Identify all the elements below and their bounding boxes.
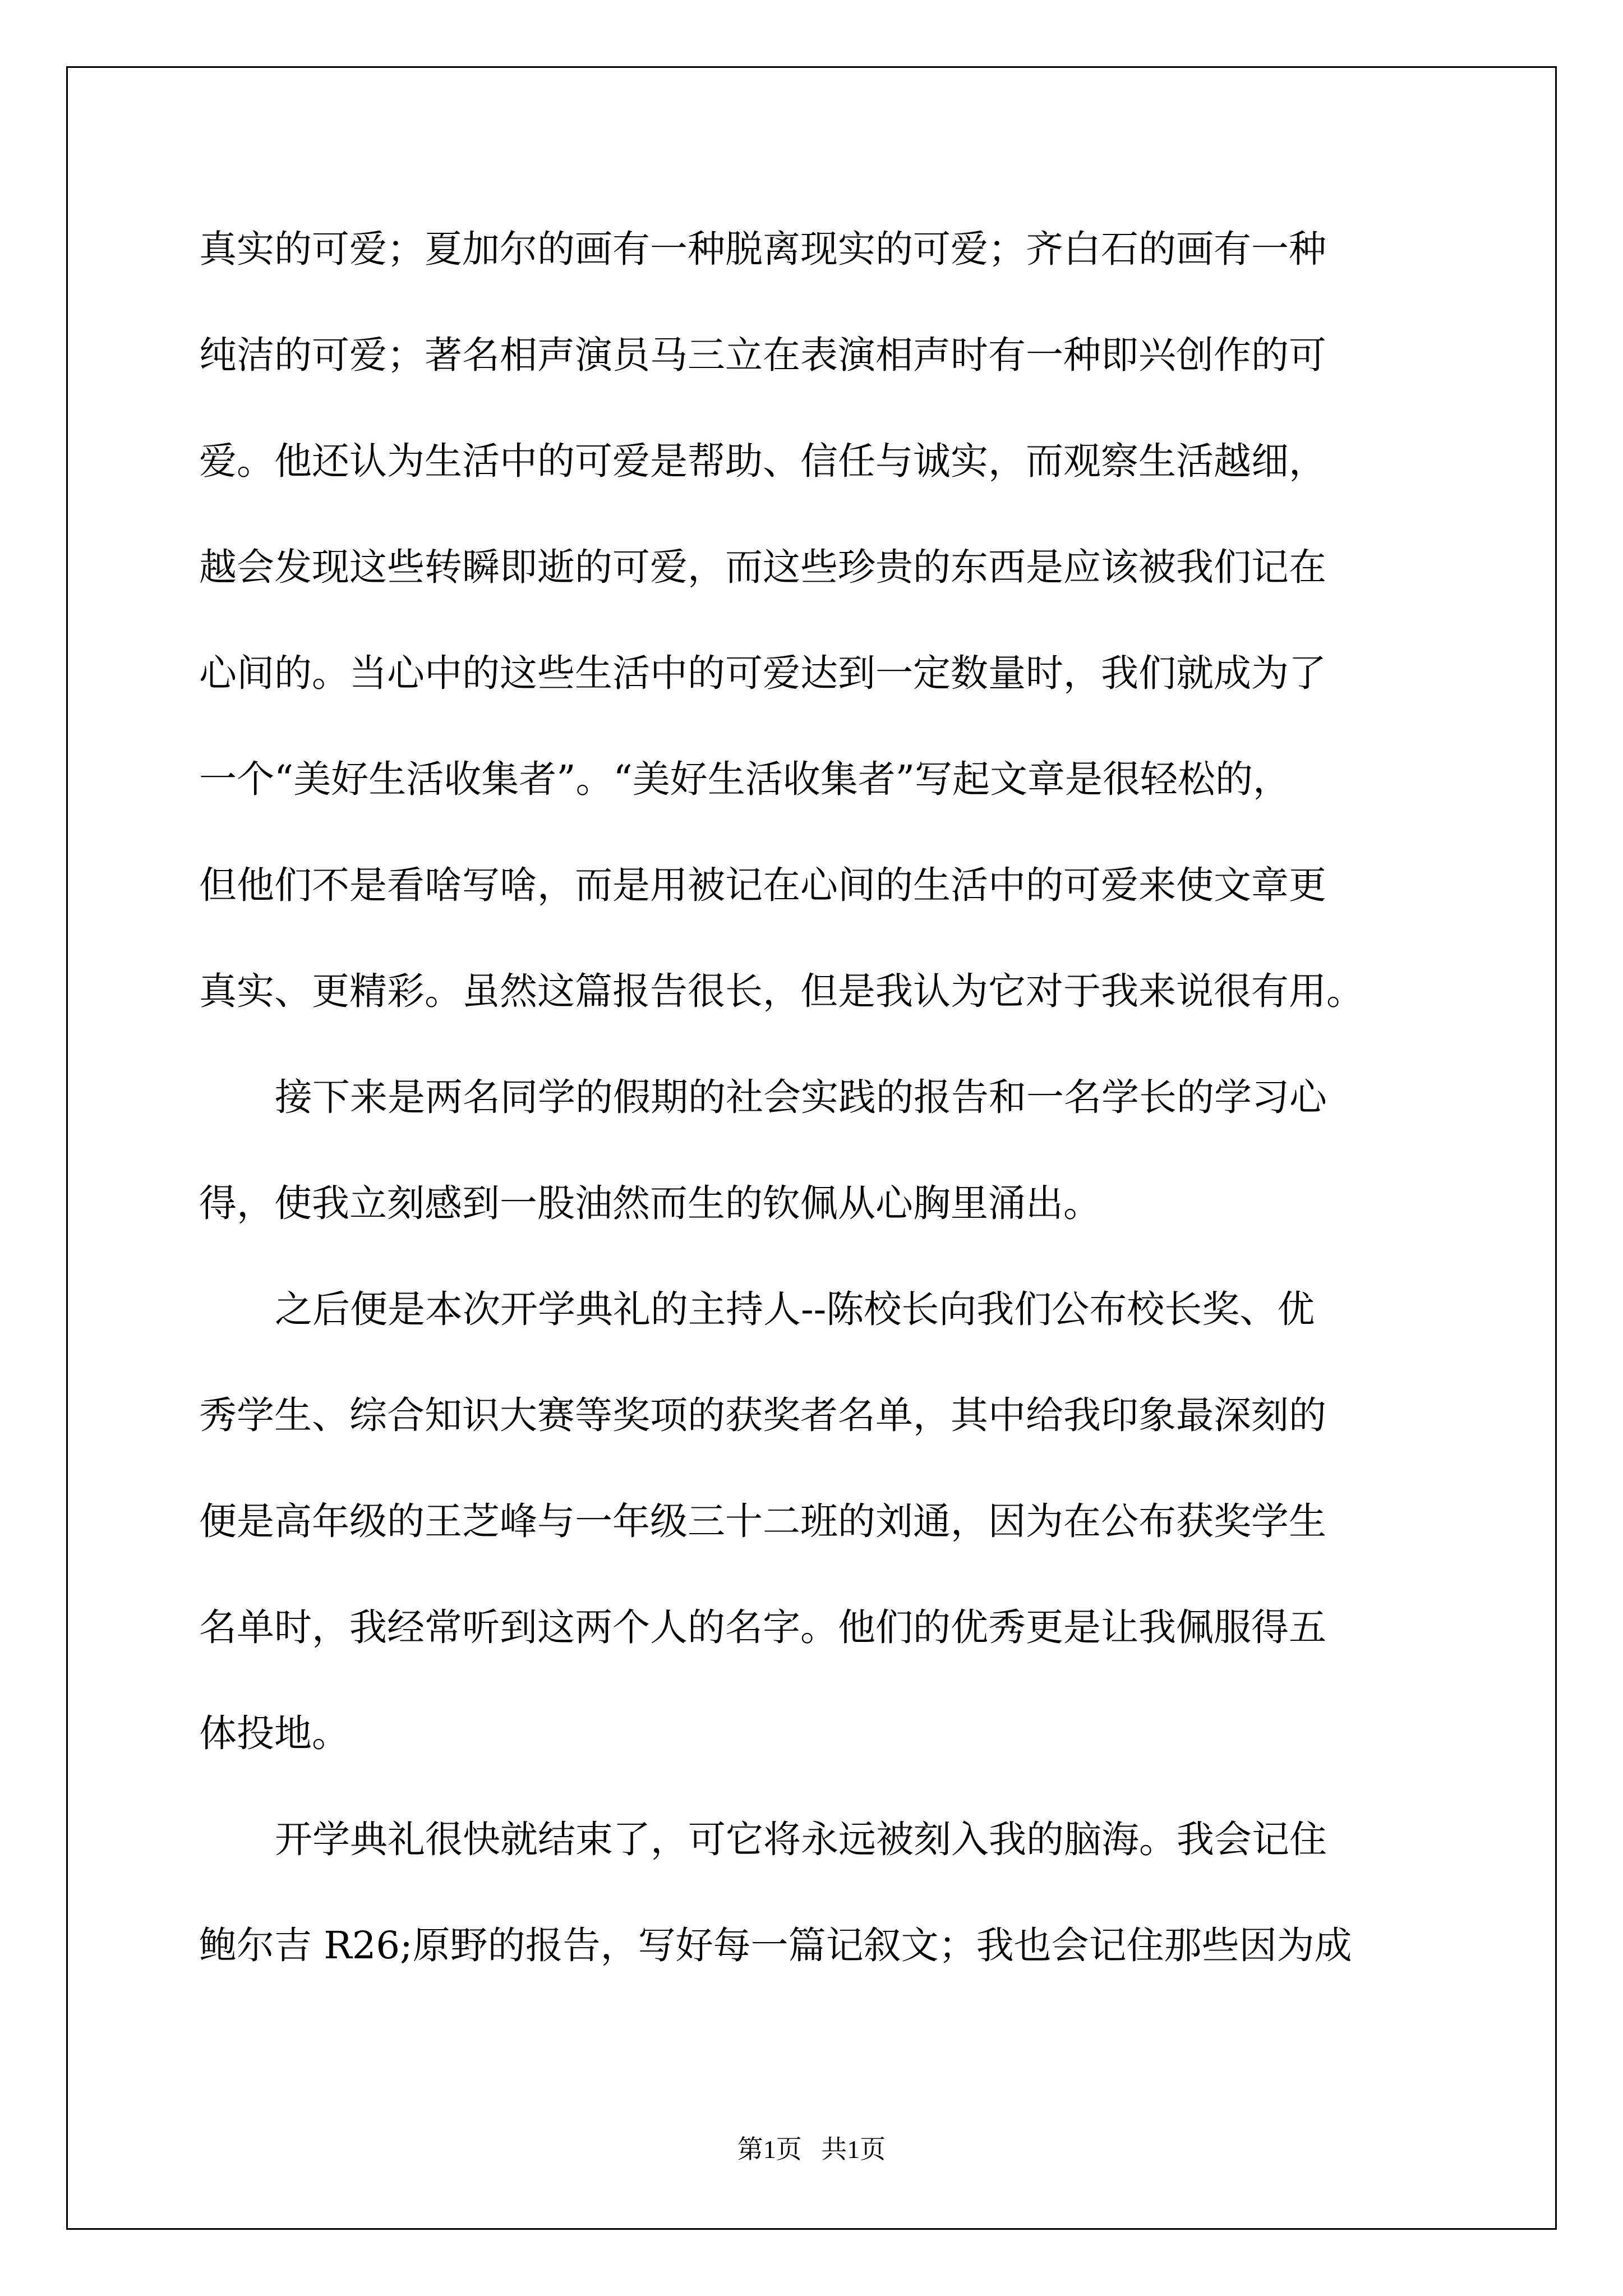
text-line-3: 爱。他还认为生活中的可爱是帮助、信任与诚实，而观察生活越细， [199, 439, 1326, 483]
text-line-2: 纯洁的可爱；著名相声演员马三立在表演相声时有一种即兴创作的可 [199, 333, 1326, 377]
paragraph-start-line: 接下来是两名同学的假期的社会实践的报告和一名学长的学习心 [275, 1075, 1327, 1119]
text-line-1: 真实的可爱；夏加尔的画有一种脱离现实的可爱；齐白石的画有一种 [199, 227, 1326, 271]
text-line-12: 秀学生、综合知识大赛等奖项的获奖者名单，其中给我印象最深刻的 [199, 1393, 1326, 1437]
text-line-13: 便是高年级的王芝峰与一年级三十二班的刘通，因为在公布获奖学生 [199, 1499, 1326, 1543]
text-line-5: 心间的。当心中的这些生活中的可爱达到一定数量时，我们就成为了 [199, 651, 1326, 695]
page-border [66, 66, 1557, 2230]
text-line-14: 名单时，我经常听到这两个人的名字。他们的优秀更是让我佩服得五 [199, 1605, 1326, 1649]
paragraph-start-line: 之后便是本次开学典礼的主持人--陈校长向我们公布校长奖、优 [275, 1287, 1315, 1331]
text-line-6: 一个“美好生活收集者”。“美好生活收集者”写起文章是很轻松的， [199, 757, 1291, 801]
text-line-10: 得，使我立刻感到一股油然而生的钦佩从心胸里涌出。 [199, 1181, 1101, 1225]
text-line-15: 体投地。 [199, 1711, 349, 1755]
text-line-7: 但他们不是看啥写啥，而是用被记在心间的生活中的可爱来使文章更 [199, 863, 1326, 907]
text-line-17: 鲍尔吉 R26;原野的报告，写好每一篇记叙文；我也会记住那些因为成 [199, 1924, 1352, 1967]
text-line-4: 越会发现这些转瞬即逝的可爱，而这些珍贵的东西是应该被我们记在 [199, 545, 1326, 589]
paragraph-start-line: 开学典礼很快就结束了，可它将永远被刻入我的脑海。我会记住 [275, 1818, 1327, 1861]
text-line-8: 真实、更精彩。虽然这篇报告很长，但是我认为它对于我来说很有用。 [199, 969, 1364, 1013]
page-footer: 第1页 共1页 [737, 2135, 886, 2164]
